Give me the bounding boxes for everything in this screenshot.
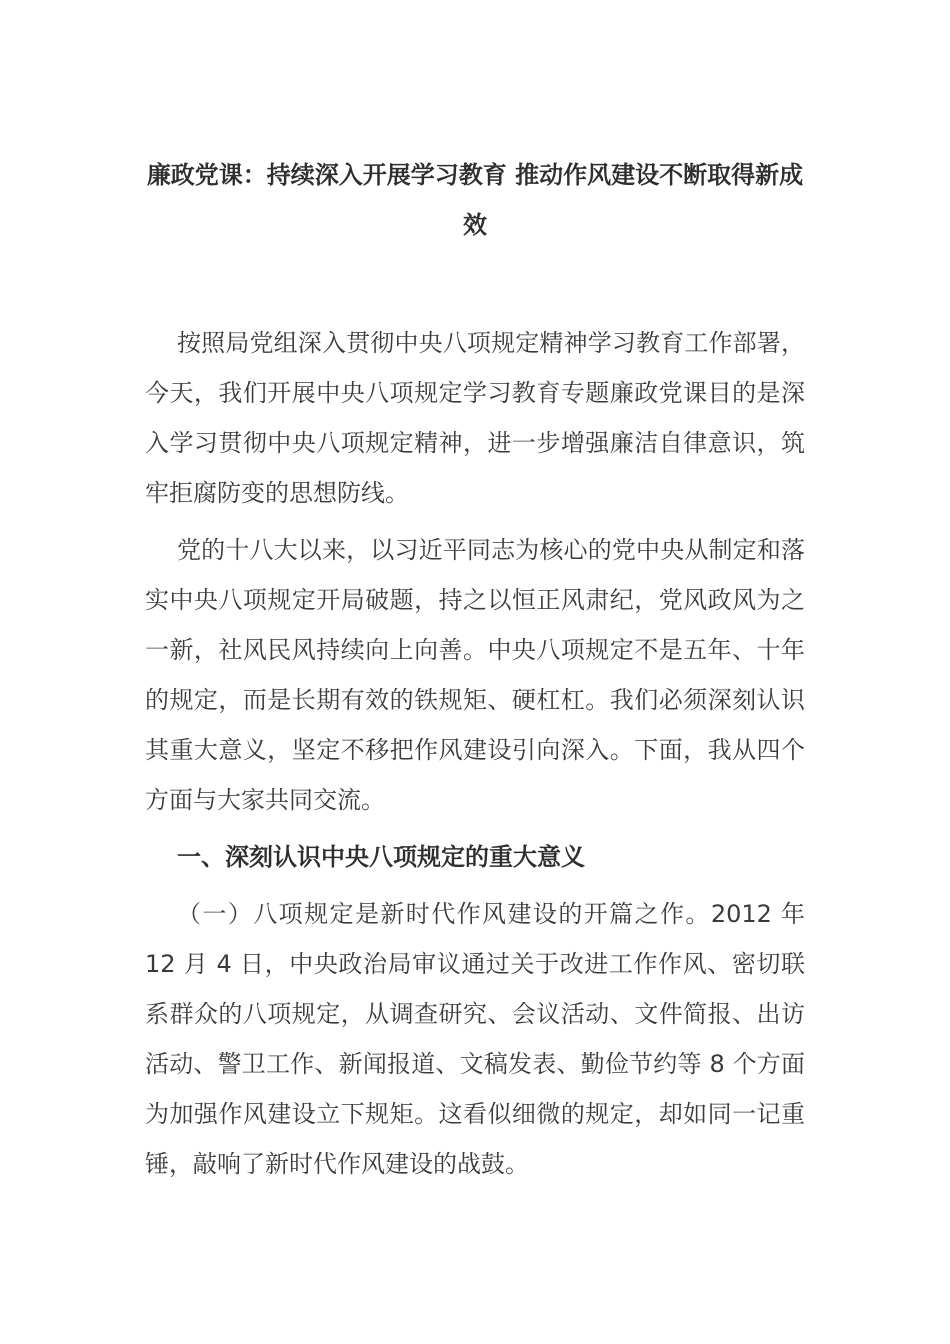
document-title: 廉政党课：持续深入开展学习教育 推动作风建设不断取得新成效 [146,161,804,239]
body-paragraph-2: 党的十八大以来，以习近平同志为核心的党中央从制定和落实中央八项规定开局破题，持之以恒正风肃纪，党风政风为之一新，社风民风持续向上向善。中央八项规定不是五年、十年的规定，而是长期有效的铁规矩、硬杠杠。我们必须深刻认识其重大意义，坚定不移把作风建设引向深入。下面，我从四个方面与大家共同交流。 [145,536,805,814]
document-body [145,318,805,1189]
body-paragraph-1: 按照局党组深入贯彻中央八项规定精神学习教育工作部署，今天，我们开展中央八项规定学习教育专题廉政党课目的是深入学习贯彻中央八项规定精神，进一步增强廉洁自律意识，筑牢拒腐防变的思想防线。 [145,329,805,507]
section-heading: 一、深刻认识中央八项规定的重大意义 [177,843,585,871]
subsection-paragraph: （一）八项规定是新时代作风建设的开篇之作。2012 年 12 月 4 日，中央政治局审议通过关于改进工作作风、密切联系群众的八项规定，从调查研究、会议活动、文件简报、出访活动、警卫工作、新闻报道、文稿发表、勤俭节约等 8 个方面为加强作风建设立下规矩。这看似细微的规定，却如同一记重锤，敲响了新时代作风建设的战鼓。 [145,900,805,1178]
